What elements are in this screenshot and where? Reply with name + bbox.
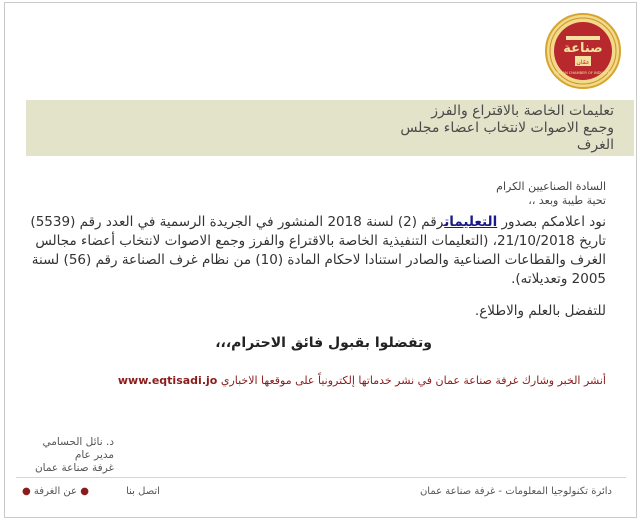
contact-link[interactable]: اتصل بنا (126, 486, 160, 497)
signature-name: د. نائل الحسامي (42, 436, 114, 448)
svg-text:عمّان: عمّان (576, 59, 590, 66)
signature-org: غرفة صناعة عمان (34, 462, 114, 474)
bullet-icon: ● (22, 486, 31, 497)
share-line (46, 374, 606, 387)
body-text: رقم (2) لسنة 2018 المنشور في الجريدة الرسمية في العدد رقم (5539) تاريخ 21/10/2018، (التعليمات التنفيذية الخاصة بالاقتراع والفرز وجمع الاصوات لانتخاب أعضاء مجالس الغرف والقطاعات الصناعية والصادر استنادا لاحكام المادة (10) من نظام غرف الصناعة رقم (56) لسنة 2005 وتعديلاته). (30, 214, 606, 287)
note-text: للتفضل بالعلم والاطلاع. (474, 303, 606, 319)
svg-text:صناعة: صناعة (563, 41, 603, 56)
body-paragraph (6, 213, 606, 289)
bullet-icon: ● (80, 486, 89, 497)
svg-text:AMMAN CHAMBER OF INDUSTRY: AMMAN CHAMBER OF INDUSTRY (553, 71, 613, 75)
title-line-2: وجمع الاصوات لانتخاب اعضاء مجلس (400, 120, 614, 136)
footer-divider (16, 477, 626, 478)
share-text: أنشر الخبر وشارك غرفة صناعة عمان في نشر خدماتها إلكترونياً على موقعها الاخباري (220, 374, 606, 387)
eqtisadi-link[interactable]: www.eqtisadi.jo (117, 374, 218, 387)
about-link[interactable]: عن الغرفة (33, 486, 77, 497)
chamber-logo (544, 12, 622, 90)
footer-about-item[interactable] (34, 486, 89, 497)
body-prefix: نود اعلامكم بصدور (497, 214, 606, 230)
instructions-link[interactable]: التعليمات (444, 214, 498, 230)
title-line-1: تعليمات الخاصة بالاقتراع والفرز (431, 103, 614, 119)
closing-text: وتفضلوا بقبول فائق الاحترام،،، (215, 335, 432, 351)
signature (14, 436, 114, 475)
page-title (274, 103, 614, 154)
title-line-3: الغرف (576, 137, 614, 153)
greeting (496, 180, 606, 208)
greeting-line-1: السادة الصناعيين الكرام (496, 180, 606, 193)
signature-role: مدير عام (74, 449, 114, 461)
footer-links (22, 486, 194, 497)
footer-dept: دائرة تكنولوجيا المعلومات - غرفة صناعة عمان (419, 486, 612, 497)
greeting-line-2: تحية طيبة وبعد ،، (528, 194, 606, 207)
